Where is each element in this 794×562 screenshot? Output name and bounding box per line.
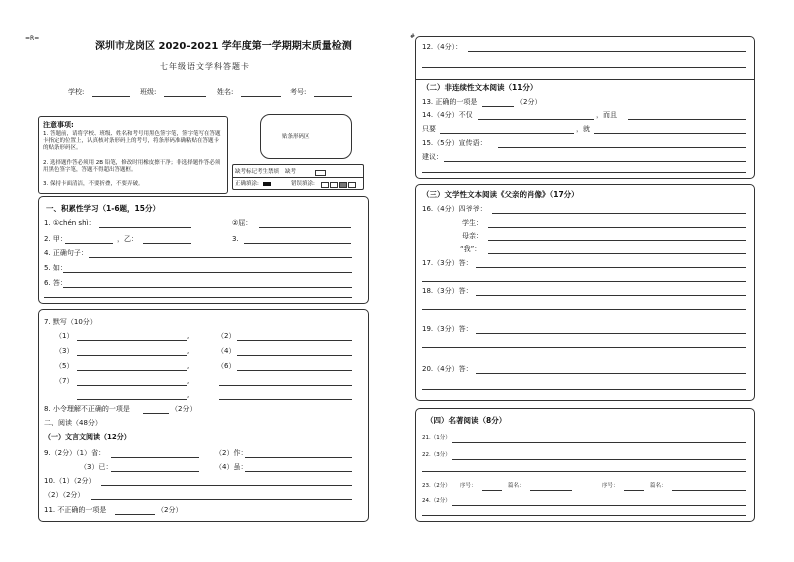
wrong-mark-2-icon	[330, 182, 338, 188]
q10-2-answer[interactable]	[91, 499, 352, 500]
field-school-label: 学校:	[68, 88, 85, 96]
q15-suggestion-answer-2[interactable]	[422, 172, 746, 173]
q22-answer-1[interactable]	[452, 459, 746, 460]
fill-wrong-label: 错误填涂:	[291, 181, 315, 187]
q22-answer-2[interactable]	[422, 471, 746, 472]
field-id-input[interactable]	[314, 96, 352, 97]
q21-label: 21.（1分）	[422, 435, 451, 441]
q9-3-label: （3）已：	[80, 463, 113, 471]
comma: ,	[187, 347, 190, 355]
q1-answer-b[interactable]	[259, 227, 351, 228]
q9-2-answer[interactable]	[245, 457, 352, 458]
field-id-label: 考号:	[290, 88, 307, 96]
wrong-mark-3-icon	[339, 182, 347, 188]
q19-answer-2[interactable]	[422, 347, 746, 348]
q12-answer-1[interactable]	[468, 51, 746, 52]
notice-item-1: 1. 答题前，请将学校、班级、姓名和考号用黑色签字笔，签字笔写在答题卡指定的位置上，认真核对条形码上的考号，将条形码准确粘贴在答题卡的贴条形码区。	[43, 131, 221, 151]
field-class-label: 班级:	[140, 88, 157, 96]
q17-label: 17.（3分）答：	[422, 259, 473, 267]
comma: ,	[187, 362, 190, 370]
q14-label-b: ，而且	[596, 111, 617, 119]
q14-label-a: 14.（4分）不仅	[422, 111, 473, 119]
section-classics	[415, 408, 755, 522]
q7-blank-1[interactable]	[77, 340, 187, 341]
absent-label: 缺考	[285, 169, 297, 175]
q16-students-label: 学生：	[462, 219, 483, 227]
q13-answer[interactable]	[482, 106, 514, 107]
q11-score: （2分）	[157, 506, 183, 514]
q10-1-answer[interactable]	[101, 485, 352, 486]
q7-blank-5-label: （5）	[55, 362, 74, 370]
q23-seq-answer-2[interactable]	[624, 490, 644, 491]
q7-blank-3[interactable]	[77, 355, 187, 356]
q23-title-answer-1[interactable]	[530, 490, 572, 491]
q7-blank-2[interactable]	[237, 340, 352, 341]
q14-label-d: ，就	[576, 125, 590, 133]
q19-label: 19.（3分）答：	[422, 325, 473, 333]
section-accumulation	[38, 196, 369, 304]
q13-score: （2分）	[516, 98, 542, 106]
q11-answer[interactable]	[115, 514, 155, 515]
q23-title-label-2: 篇名：	[650, 483, 667, 489]
q19-answer-1[interactable]	[476, 333, 746, 334]
q16-answer-mother[interactable]	[488, 240, 746, 241]
q16-label: 16.（4分）四爷爷：	[422, 205, 487, 213]
wrong-mark-1-icon	[321, 182, 329, 188]
section-divider	[416, 79, 754, 80]
q18-label: 18.（3分）答：	[422, 287, 473, 295]
q7-blank-6[interactable]	[237, 370, 352, 371]
q7-blank-3-label: （3）	[55, 347, 74, 355]
section-reading-heading: 二、阅读（48分）	[44, 419, 102, 427]
q23-seq-answer-1[interactable]	[482, 490, 502, 491]
q9-4-answer[interactable]	[245, 471, 352, 472]
field-name-label: 姓名:	[217, 88, 234, 96]
field-school-input[interactable]	[92, 96, 130, 97]
q23-label: 23.（2分）	[422, 483, 451, 489]
q7-blank-7-label: （7）	[55, 377, 74, 385]
comma: ,	[187, 391, 190, 399]
q16-me-label: “我”：	[460, 245, 482, 253]
q15-label: 15.（5分）宣传语：	[422, 139, 487, 147]
q1-label-a: 1. ①chén shì：	[44, 219, 96, 227]
q23-title-answer-2[interactable]	[672, 490, 746, 491]
q14-label-c: 只要	[422, 125, 436, 133]
page-title: 深圳市龙岗区 2020-2021 学年度第一学期期末质量检测	[95, 41, 352, 52]
classical-reading-heading: （一）文言文阅读（12分）	[44, 433, 131, 441]
q20-label: 20.（4分）答：	[422, 365, 473, 373]
fill-example-box	[232, 164, 364, 190]
q13-label: 13. 正确的一项是	[422, 98, 478, 106]
q24-answer-2[interactable]	[422, 515, 746, 516]
q6-answer-2[interactable]	[44, 297, 352, 298]
q7-blank-7b[interactable]	[219, 385, 352, 386]
q7-blank-6-label: （6）	[217, 362, 236, 370]
q7-blank-7c[interactable]	[77, 399, 187, 400]
q18-answer-1[interactable]	[476, 295, 746, 296]
q12-label: 12.（4分）：	[422, 43, 463, 51]
q21-answer[interactable]	[452, 442, 746, 443]
corner-mark-left: =R=	[25, 35, 40, 42]
q17-answer-1[interactable]	[476, 267, 746, 268]
q6-answer-1[interactable]	[63, 287, 352, 288]
wrong-mark-4-icon	[348, 182, 356, 188]
q14-answer-d[interactable]	[594, 133, 746, 134]
q7-blank-1-label: （1）	[55, 332, 74, 340]
barcode-label: 贴条形码区	[282, 134, 310, 140]
q4-answer[interactable]	[89, 257, 352, 258]
q7-blank-4[interactable]	[237, 355, 352, 356]
nonlinear-heading: （二）非连续性文本阅读（11分）	[422, 83, 538, 92]
notice-item-2: 2. 选择题作答必须用 2B 铅笔，修改时用橡皮擦干净；非选择题作答必须用黑色签字笔，答题不得超出答题框。	[43, 160, 221, 173]
q9-1-label: 9.（2分）（1）省：	[44, 449, 106, 457]
q8-answer[interactable]	[143, 413, 169, 414]
corner-mark-right: #	[410, 33, 416, 40]
notice-title: 注意事项:	[43, 121, 74, 129]
q16-answer-grandpa[interactable]	[492, 213, 746, 214]
q18-answer-2[interactable]	[422, 309, 746, 310]
q20-answer-2[interactable]	[422, 389, 746, 390]
field-name-input[interactable]	[241, 96, 281, 97]
q10-1-label: 10.（1）（2分）	[44, 477, 96, 485]
classics-heading: （四）名著阅读（8分）	[426, 416, 507, 425]
q16-answer-me[interactable]	[488, 253, 746, 254]
section-reading-left	[38, 309, 369, 522]
notice-item-3: 3. 保持卡面清洁，不要折叠，不要弄破。	[43, 181, 144, 187]
q23-seq-label-1: 序号：	[460, 483, 477, 489]
q14-answer-a[interactable]	[478, 119, 594, 120]
q24-answer-1[interactable]	[452, 505, 746, 506]
q2-label-a: 2. 甲：	[44, 235, 67, 243]
comma: ,	[187, 332, 190, 340]
q14-answer-b[interactable]	[628, 119, 746, 120]
section-nonlinear-text	[415, 36, 755, 179]
fill-correct-mark	[263, 182, 271, 186]
q2-answer-b[interactable]	[143, 243, 191, 244]
page-subtitle: 七年级语文学科答题卡	[160, 62, 250, 71]
q7-blank-5[interactable]	[77, 370, 187, 371]
q7-blank-2-label: （2）	[217, 332, 236, 340]
q15-suggestion-label: 建议：	[422, 153, 443, 161]
q9-1-answer[interactable]	[111, 457, 199, 458]
q12-answer-2[interactable]	[422, 67, 746, 68]
q6-label: 6. 答：	[44, 279, 67, 287]
absent-note: 缺考标记考生禁填	[235, 169, 280, 175]
q10-2-label: （2）（2分）	[44, 491, 85, 499]
section-accumulation-heading: 一、积累性学习（1-6题，15分）	[46, 204, 160, 213]
fill-correct-label: 正确填涂:	[235, 181, 259, 187]
q5-answer[interactable]	[63, 272, 352, 273]
absent-checkbox[interactable]	[315, 170, 326, 176]
q1-answer-a[interactable]	[99, 227, 191, 228]
q20-answer-1[interactable]	[476, 373, 746, 374]
field-class-input[interactable]	[164, 96, 206, 97]
q22-label: 22.（3分）	[422, 452, 451, 458]
q1-label-b: ②屈：	[232, 219, 253, 227]
q3-label: 3.	[232, 235, 239, 243]
q9-2-label: （2）作：	[215, 449, 248, 457]
q7-blank-7d[interactable]	[219, 399, 352, 400]
q7-label: 7. 默写（10分）	[44, 318, 97, 326]
q9-3-answer[interactable]	[111, 471, 199, 472]
q8-score: （2分）	[171, 405, 197, 413]
q16-mother-label: 母亲：	[462, 232, 483, 240]
q15-answer[interactable]	[498, 147, 746, 148]
literary-heading: （三）文学性文本阅读《父亲的肖像》（17分）	[422, 190, 579, 199]
q16-answer-students[interactable]	[488, 227, 746, 228]
q2-answer-a[interactable]	[65, 243, 113, 244]
q9-4-label: （4）虽：	[215, 463, 248, 471]
q3-answer[interactable]	[244, 243, 351, 244]
q5-label: 5. 如：	[44, 264, 67, 272]
q23-seq-label-2: 序号：	[602, 483, 619, 489]
notice-box	[38, 116, 228, 194]
q24-label: 24.（2分）	[422, 498, 451, 504]
q15-suggestion-answer-1[interactable]	[444, 161, 746, 162]
q4-label: 4. 正确句子：	[44, 249, 88, 257]
q17-answer-2[interactable]	[422, 281, 746, 282]
q8-label: 8. 小令理解不正确的一项是	[44, 405, 130, 413]
barcode-area	[260, 114, 352, 159]
q14-answer-c[interactable]	[440, 133, 574, 134]
q7-blank-7a[interactable]	[77, 385, 187, 386]
q23-title-label-1: 篇名：	[508, 483, 525, 489]
comma: ,	[187, 377, 190, 385]
q7-blank-4-label: （4）	[217, 347, 236, 355]
q2-label-b: ，乙：	[117, 235, 138, 243]
q11-label: 11. 不正确的一项是	[44, 506, 107, 514]
fill-divider	[233, 177, 363, 178]
section-literary-text	[415, 184, 755, 401]
